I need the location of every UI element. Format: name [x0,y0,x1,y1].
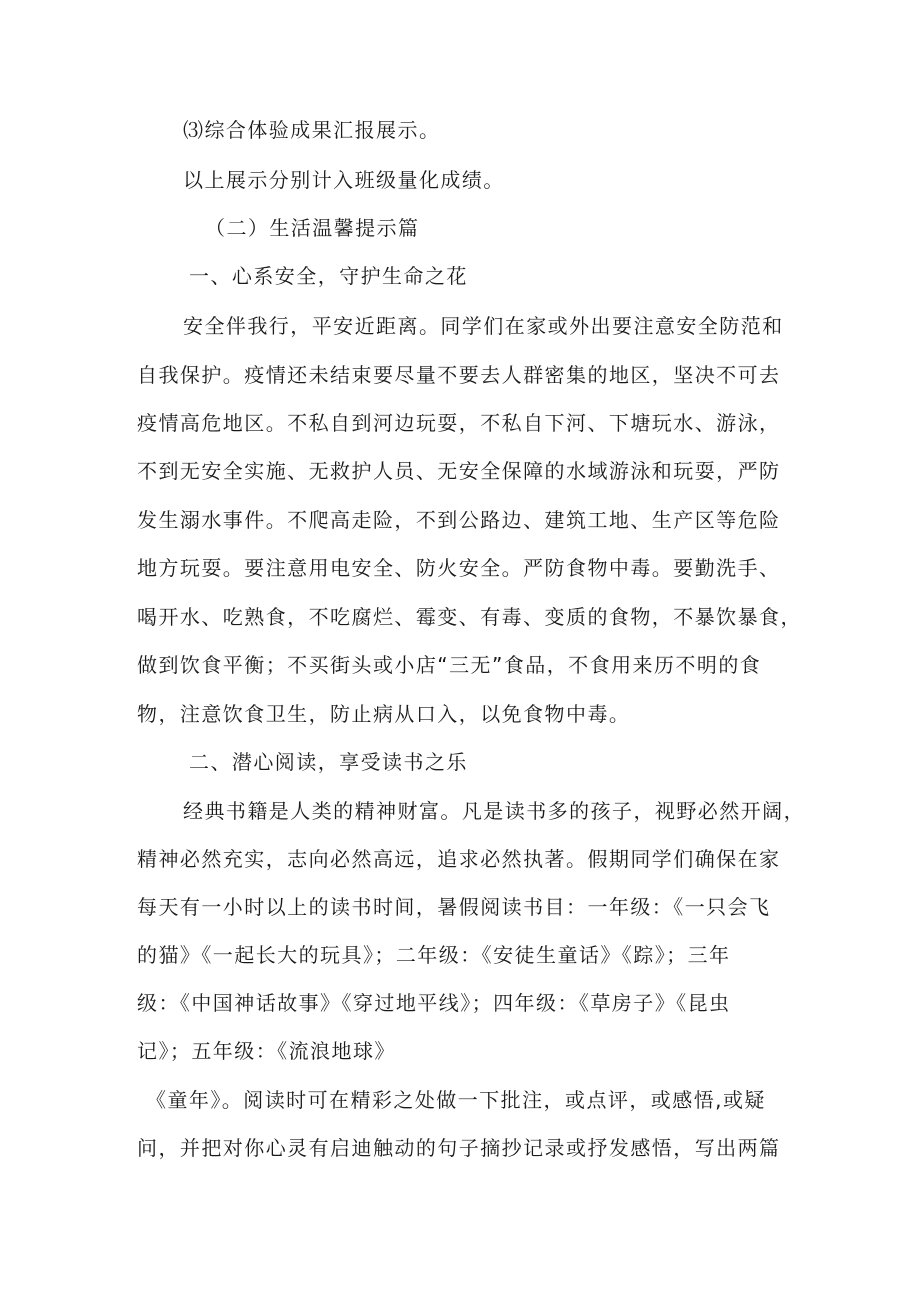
paragraph-line: 问，并把对你心灵有启迪触动的句子摘抄记录或抒发感悟，写出两篇 [137,1136,781,1160]
paragraph-line: 每天有一小时以上的读书时间，暑假阅读书目：一年级：《一只会飞 [137,895,771,919]
paragraph-line: 地方玩耍。要注意用电安全、防火安全。严防食物中毒。要勤洗手、 [137,556,781,580]
paragraph-line: 记》；五年级：《流浪地球》 [137,1039,396,1063]
paragraph-line: 发生溺水事件。不爬高走险，不到公路边、建筑工地、生产区等危险 [137,508,781,532]
paragraph-line: 自我保护。疫情还未结束要尽量不要去人群密集的地区，坚决不可去 [137,363,781,387]
section-heading: （二）生活温馨提示篇 [205,216,420,240]
paragraph-line: 以上展示分别计入班级量化成绩。 [183,168,505,192]
paragraph-line: 的猫》《一起长大的玩具》；二年级：《安徒生童话》《踪》；三年 [137,943,731,967]
subsection-heading: 二、潜心阅读，享受读书之乐 [189,750,468,774]
paragraph-line: 经典书籍是人类的精神财富。凡是读书多的孩子，视野必然开阔， [183,799,806,823]
paragraph-line: 做到饮食平衡；不买街头或小店“三无”食品，不食用来历不明的食 [137,653,762,677]
paragraph-line: 物，注意饮食卫生，防止病从口入，以免食物中毒。 [137,702,631,726]
paragraph-line: 疫情高危地区。不私自到河边玩耍，不私自下河、下塘玩水、游泳， [137,411,781,435]
paragraph-line: 级：《中国神话故事》《穿过地平线》；四年级：《草房子》《昆虫 [137,991,731,1015]
subsection-heading: 一、心系安全，守护生命之花 [189,264,468,288]
paragraph-line: 《童年》。阅读时可在精彩之处做一下批注，或点评，或感悟,或疑 [146,1088,766,1112]
paragraph-line: 喝开水、吃熟食，不吃腐烂、霉变、有毒、变质的食物，不暴饮暴食， [137,605,802,629]
list-item: ⑶综合体验成果汇报展示。 [183,118,441,142]
paragraph-line: 精神必然充实，志向必然高远，追求必然执著。假期同学们确保在家 [137,847,781,871]
paragraph-line: 不到无安全实施、无救护人员、无安全保障的水域游泳和玩耍，严防 [137,459,781,483]
paragraph-line: 安全伴我行，平安近距离。同学们在家或外出要注意安全防范和 [183,314,784,338]
